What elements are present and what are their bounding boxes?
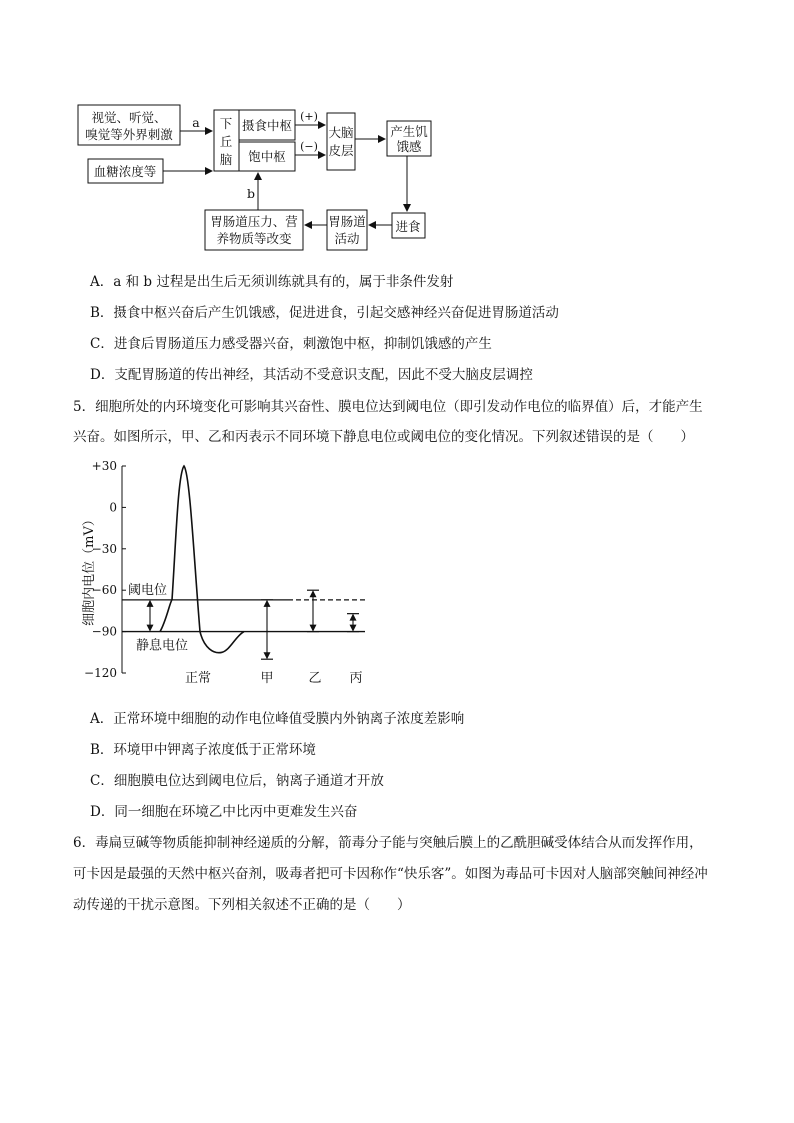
y-tick-label: +30 (91, 459, 117, 473)
q5-stem-line-1: 5．细胞所处的内环境变化可影响其兴奋性、膜电位达到阈电位（即引发动作电位的临界值）后，才能产生 (73, 399, 703, 415)
x-category-label: 正常 (184, 671, 212, 686)
feeding-center-text: 摄食中枢 (241, 118, 293, 133)
normal-gap-arrow-head-down (147, 625, 154, 632)
hunger-text-2: 饿感 (396, 139, 422, 154)
q5-option-c: C．细胞膜电位达到阈电位后，钠离子通道才开放 (90, 773, 384, 789)
y-tick-label: −30 (91, 541, 117, 556)
label-minus: (−) (300, 140, 318, 153)
y-tick-label: −90 (91, 624, 117, 639)
y-tick-label: −120 (84, 666, 117, 680)
condition-arrow-1-head-down (264, 652, 271, 659)
q6-stem-line-2: 可卡因是最强的天然中枢兴奋剂，吸毒者把可卡因称作“快乐客”。如图为毒品可卡因对人脑部突触间神经冲 (73, 866, 708, 882)
gi-activity-text-1: 胃肠道 (328, 214, 366, 229)
feeding-regulation-diagram (0, 95, 794, 260)
cortex-box (327, 113, 355, 170)
cortex-text-1: 大脑 (328, 125, 354, 140)
blood-sugar-text: 血糖浓度等 (93, 164, 157, 179)
q4-option-c: C．进食后胃肠道压力感受器兴奋，刺激饱中枢，抑制饥饿感的产生 (90, 336, 492, 352)
q4-option-d: D．支配胃肠道的传出神经，其活动不受意识支配，因此不受大脑皮层调控 (90, 367, 533, 383)
q5-option-d: D．同一细胞在环境乙中比丙中更难发生兴奋 (90, 804, 358, 820)
q6-stem-line-1: 6．毒扁豆碱等物质能抑制神经递质的分解，箭毒分子能与突触后膜上的乙酰胆碱受体结合从而发挥作用， (73, 835, 703, 851)
q6-stem-line-3: 动传递的干扰示意图。下列相关叙述不正确的是（ ） (73, 897, 411, 913)
cortex-text-2: 皮层 (328, 143, 354, 158)
gi-change-text-2: 养物质等改变 (216, 231, 292, 246)
eating-text: 进食 (395, 219, 421, 234)
q5-option-b: B．环境甲中钾离子浓度低于正常环境 (90, 742, 316, 758)
condition-arrow-2-head-up (310, 590, 317, 597)
y-axis-title: 细胞内电位（mV） (82, 513, 97, 626)
x-category-label: 丙 (349, 671, 363, 686)
condition-arrow-3-head-down (350, 625, 357, 632)
satiety-center-text: 饱中枢 (248, 149, 286, 164)
x-category-label: 乙 (308, 671, 322, 686)
hypothalamus-char-2: 丘 (219, 134, 233, 149)
hypothalamus-char-1: 下 (219, 116, 233, 131)
threshold-label: 阈电位 (128, 582, 168, 598)
q4-option-a: A．a 和 b 过程是出生后无须训练就具有的，属于非条件发射 (90, 274, 454, 290)
q5-option-a: A．正常环境中细胞的动作电位峰值受膜内外钠离子浓度差影响 (90, 711, 465, 727)
hunger-text-1: 产生饥 (390, 124, 428, 139)
condition-arrow-2-head-down (310, 625, 317, 632)
x-category-label: 甲 (260, 671, 274, 686)
condition-arrow-3-head-up (350, 614, 357, 621)
senses-text-1: 视觉、听觉、 (91, 110, 167, 125)
label-plus: (+) (300, 110, 318, 123)
membrane-potential-chart (0, 450, 794, 695)
label-a: a (192, 115, 200, 130)
q4-option-b: B．摄食中枢兴奋后产生饥饿感，促进进食，引起交感神经兴奋促进胃肠道活动 (90, 305, 559, 321)
gi-activity-text-2: 活动 (334, 231, 360, 246)
resting-label: 静息电位 (136, 638, 189, 654)
q5-stem-line-2: 兴奋。如图所示，甲、乙和丙表示不同环境下静息电位或阈电位的变化情况。下列叙述错误的是（ ） (73, 429, 694, 445)
normal-gap-arrow-head-up (147, 600, 154, 607)
label-b: b (246, 186, 256, 201)
gi-change-text-1: 胃肠道压力、营 (210, 214, 298, 229)
senses-text-2: 嗅觉等外界刺激 (85, 127, 173, 142)
y-tick-label: −60 (91, 583, 117, 598)
condition-arrow-1-head-up (264, 600, 271, 607)
action-potential-curve (160, 466, 244, 653)
y-tick-label: 0 (109, 500, 117, 515)
hypothalamus-char-3: 脑 (219, 152, 233, 167)
